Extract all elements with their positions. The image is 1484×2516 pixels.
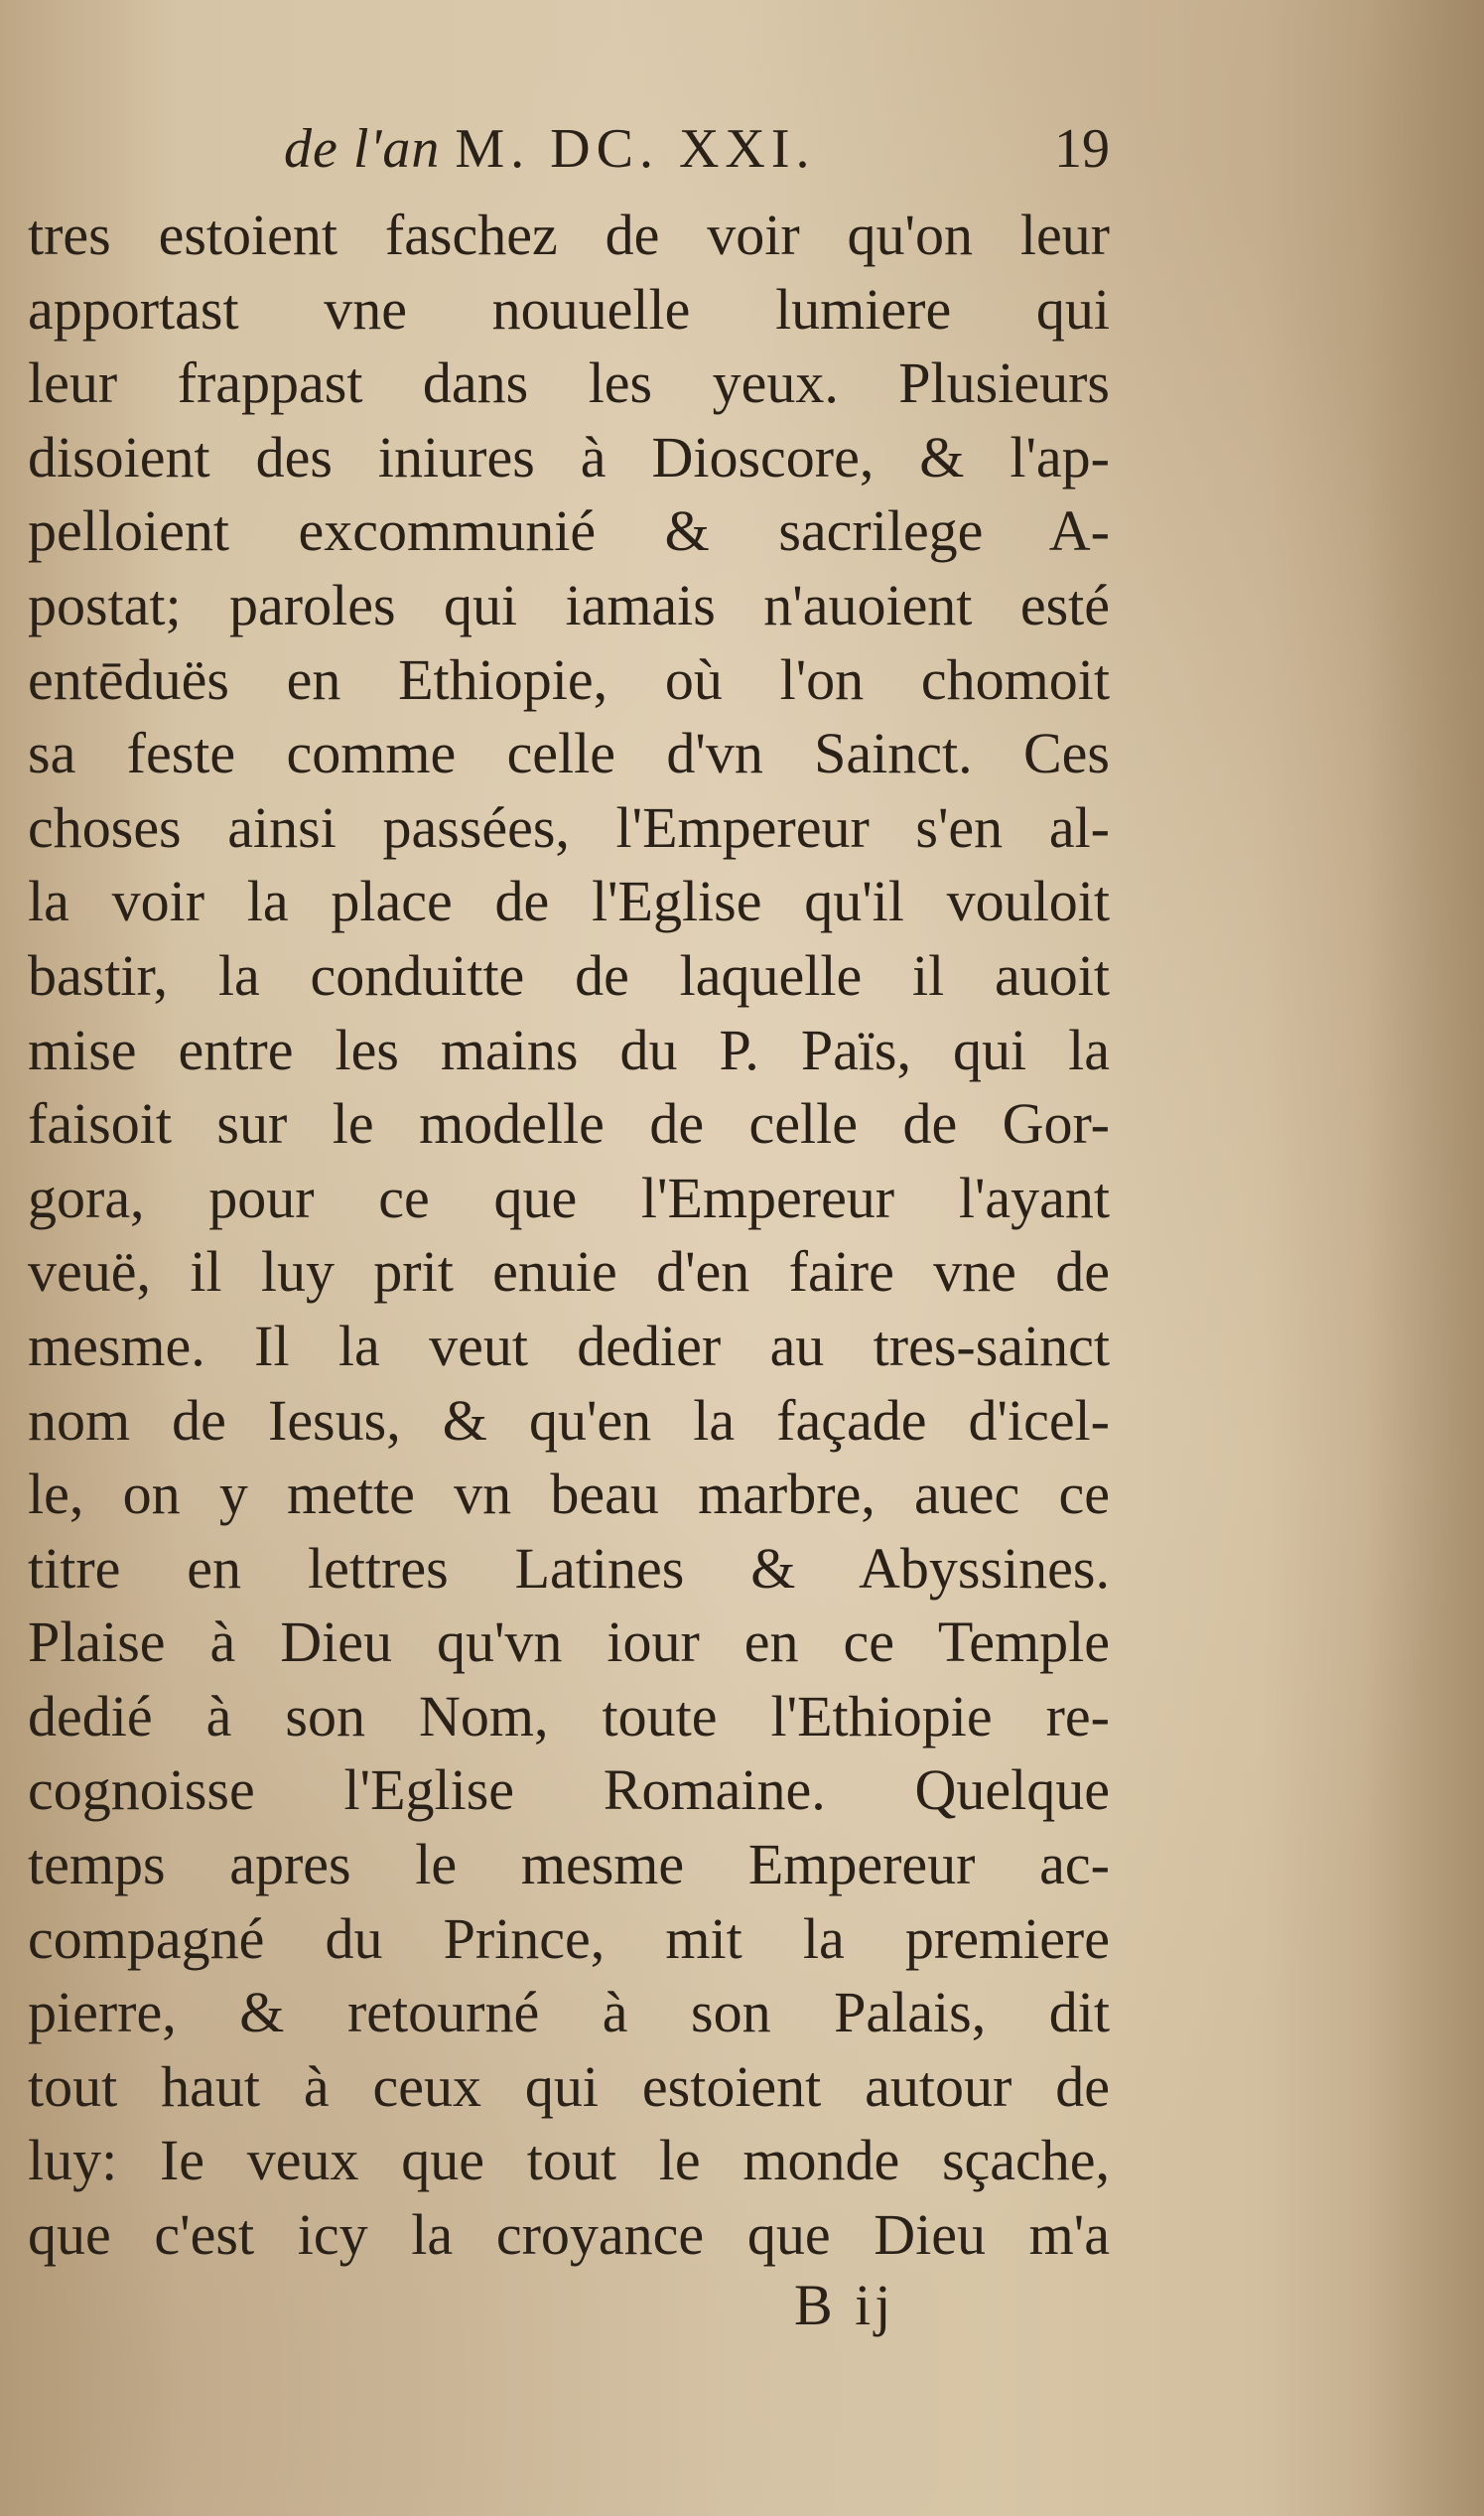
page-edge-shadow xyxy=(1365,0,1484,2516)
text-line: faisoit sur le modelle de celle de Gor- xyxy=(28,1091,1110,1157)
text-line: dedié à son Nom, toute l'Ethiopie re- xyxy=(28,1683,1110,1748)
text-line: le, on y mette vn beau marbre, auec ce xyxy=(28,1462,1110,1527)
text-line: mesme. Il la veut dedier au tres-sainct xyxy=(28,1313,1110,1378)
running-head-italic: de l'an xyxy=(284,118,441,180)
text-line: titre en lettres Latines & Abyssines. xyxy=(28,1535,1110,1601)
text-line: disoient des iniures à Dioscore, & l'ap- xyxy=(28,424,1110,489)
text-line: tout haut à ceux qui estoient autour de xyxy=(28,2053,1110,2119)
text-line: choses ainsi passées, l'Empereur s'en al- xyxy=(28,794,1110,860)
page-number: 19 xyxy=(1054,118,1110,180)
running-head-year: M. DC. XXI. xyxy=(455,118,816,180)
text-line: veuë, il luy prit enuie d'en faire vne de xyxy=(28,1239,1110,1305)
text-line: tres estoient faschez de voir qu'on leur xyxy=(28,203,1110,267)
text-line: nom de Iesus, & qu'en la façade d'icel- xyxy=(28,1387,1110,1453)
text-line: leur frappast dans les yeux. Plusieurs xyxy=(28,350,1110,416)
text-line: apportast vne nouuelle lumiere qui xyxy=(28,276,1110,342)
text-line: temps apres le mesme Empereur ac- xyxy=(28,1832,1110,1897)
text-line: entēduës en Ethiopie, où l'on chomoit xyxy=(28,646,1110,712)
text-line: mise entre les mains du P. Païs, qui la xyxy=(28,1017,1110,1082)
signature-mark: B ij xyxy=(794,2273,895,2337)
text-line: pelloient excommunié & sacrilege A- xyxy=(28,498,1110,564)
text-line: gora, pour ce que l'Empereur l'ayant xyxy=(28,1165,1110,1230)
text-line: compagné du Prince, mit la premiere xyxy=(28,1905,1110,1971)
text-line: Plaise à Dieu qu'vn iour en ce Temple xyxy=(28,1609,1110,1675)
text-line: luy: Ie veux que tout le monde sçache, xyxy=(28,2128,1110,2193)
text-line: bastir, la conduitte de laquelle il auoit xyxy=(28,942,1110,1008)
text-line: cognoisse l'Eglise Romaine. Quelque xyxy=(28,1757,1110,1823)
text-line: postat; paroles qui iamais n'auoient esté xyxy=(28,572,1110,637)
text-line: la voir la place de l'Eglise qu'il vouloit xyxy=(28,869,1110,934)
body-text xyxy=(28,199,1110,2273)
text-line: que c'est icy la croyance que Dieu m'a xyxy=(28,2202,1110,2268)
text-line: pierre, & retourné à son Palais, dit xyxy=(28,1980,1110,2045)
page-header xyxy=(28,117,1110,197)
text-line: sa feste comme celle d'vn Sainct. Ces xyxy=(28,721,1110,786)
running-head xyxy=(284,117,816,181)
